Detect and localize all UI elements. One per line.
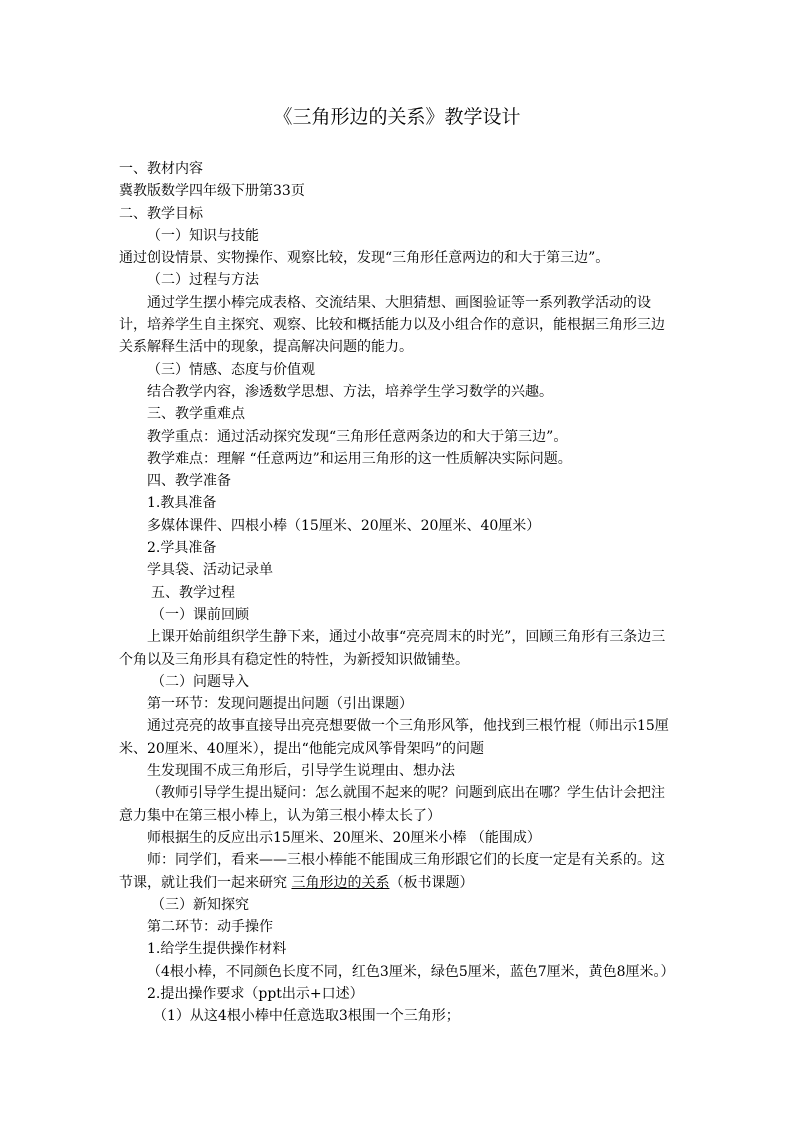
- paragraph: 通过亮亮的故事直接导出亮亮想要做一个三角形风筝，他找到三根竹棍（师出示15厘米、20厘米、40厘米），提出“他能完成风筝骨架吗”的问题: [119, 718, 669, 757]
- section-heading: 二、教学目标: [119, 205, 203, 222]
- paragraph: 通过学生摆小棒完成表格、交流结果、大胆猜想、画图验证等一系列教学活动的设计，培养学生自主探究、观察、比较和概括能力以及小组合作的意识，能根据三角形三边关系解释生活中的现象，提高解决问题的能力。: [119, 294, 665, 356]
- paragraph: 上课开始前组织学生静下来，通过小故事“亮亮周末的时光”，回顾三角形有三条边三个角以及三角形具有稳定性的特性，为新授知识做铺垫。: [119, 629, 666, 668]
- paragraph: 第二环节：动手操作: [147, 919, 273, 936]
- paragraph: 冀教版数学四年级下册第33页: [119, 183, 305, 200]
- section-heading: 三、教学重难点: [147, 406, 245, 423]
- paragraph-with-topic: [119, 849, 678, 894]
- section-heading: 四、教学准备: [147, 473, 231, 490]
- subsection-heading: （二）过程与方法: [147, 272, 259, 289]
- paragraph: （教师引导学生提出疑问：怎么就围不起来的呢？问题到底出在哪？学生估计会把注意力集中在第三根小棒上，认为第三根小棒太长了）: [119, 785, 665, 824]
- paragraph: 多媒体课件、四根小棒（15厘米、20厘米、20厘米、40厘米）: [147, 517, 541, 534]
- lesson-topic: 三角形边的关系: [291, 874, 390, 891]
- board-note: （板书课题）: [389, 874, 474, 891]
- paragraph: 师根据生的反应出示15厘米、20厘米、20厘米小棒 （能围成）: [147, 829, 541, 846]
- paragraph: 教学难点：理解 “任意两边”和运用三角形的这一性质解决实际问题。: [147, 450, 572, 467]
- paragraph: 生发现围不成三角形后，引导学生说理由、想办法: [147, 763, 455, 780]
- subsection-heading: （一）知识与技能: [147, 227, 259, 244]
- document-title: 《三角形边的关系》教学设计: [273, 106, 521, 128]
- paragraph: 结合教学内容，渗透数学思想、方法，培养学生学习数学的兴趣。: [147, 383, 553, 400]
- section-heading: 五、教学过程: [151, 584, 235, 601]
- subsection-heading: （三）情感、态度与价值观: [147, 361, 315, 378]
- paragraph: 2.学具准备: [147, 540, 217, 557]
- paragraph: 教学重点：通过活动探究发现“三角形任意两条边的和大于第三边”。: [147, 428, 568, 445]
- paragraph: （1）从这4根小棒中任意选取3根围一个三角形；: [153, 1008, 460, 1025]
- paragraph-text: 师：同学们，看来——三根小棒能不能围成三角形跟它们的长度一定是有关系的。这节课，就让我们一起来研究: [119, 852, 665, 891]
- subsection-heading: （一）课前回顾: [151, 606, 249, 623]
- document-body: [119, 158, 678, 1028]
- paragraph: 通过创设情景、实物操作、观察比较，发现“三角形任意两边的和大于第三边”。: [119, 250, 610, 267]
- paragraph: 1.教具准备: [147, 495, 217, 512]
- subsection-heading: （三）新知探究: [151, 896, 249, 913]
- paragraph: 学具袋、活动记录单: [147, 562, 273, 579]
- paragraph: 2.提出操作要求（ppt出示+口述）: [147, 985, 364, 1002]
- subsection-heading: （二）问题导入: [151, 673, 249, 690]
- paragraph: 1.给学生提供操作材料: [147, 941, 287, 958]
- paragraph: 第一环节：发现问题提出问题（引出课题）: [147, 696, 413, 713]
- paragraph: （4根小棒，不同颜色长度不同，红色3厘米，绿色5厘米，蓝色7厘米，黄色8厘米。）: [147, 963, 675, 980]
- section-heading: 一、教材内容: [119, 161, 203, 177]
